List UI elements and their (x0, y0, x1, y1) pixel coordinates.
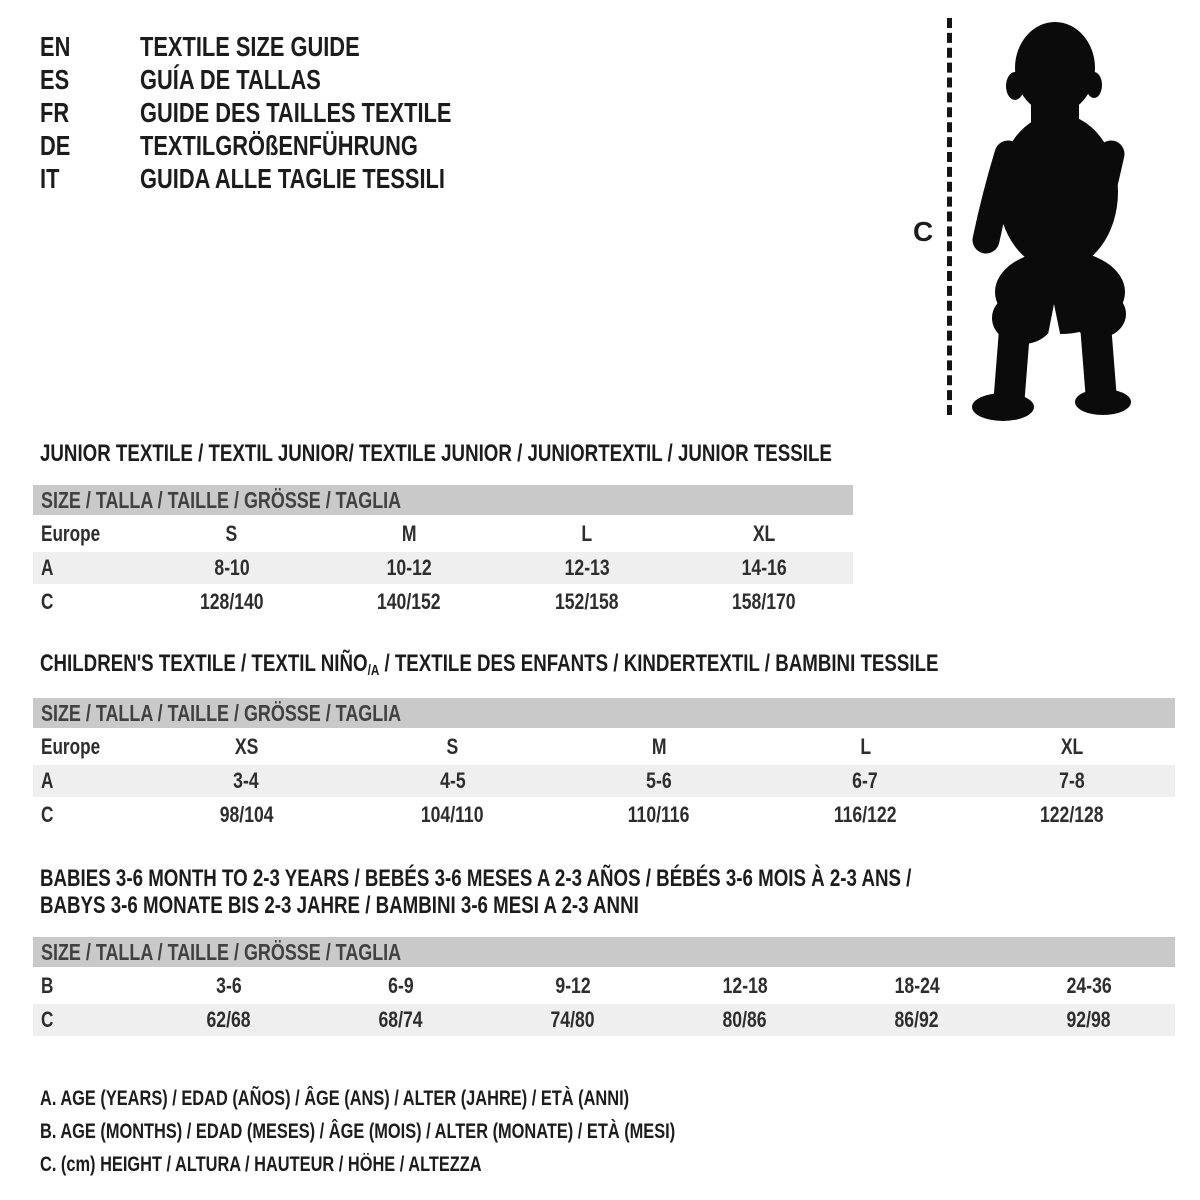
row-label-cell: C (41, 1007, 54, 1032)
row-label-cell: C (41, 589, 54, 614)
size-table-header-bar (33, 937, 1175, 967)
language-code: ES (40, 64, 70, 95)
table-row (33, 765, 1175, 797)
size-table-header-label: SIZE / TALLA / TAILLE / GRÖSSE / TAGLIA (41, 939, 402, 965)
table-row (33, 731, 1175, 763)
value-cell: M (651, 734, 667, 759)
table-row (33, 518, 853, 550)
value-cell: 4-5 (439, 768, 466, 793)
children-size-table (33, 698, 1175, 831)
value-cell: S (225, 521, 238, 546)
language-list (40, 30, 539, 195)
table-row (33, 1004, 1175, 1036)
table-row (33, 552, 853, 584)
value-cell: 116/122 (834, 802, 897, 827)
value-cell: S (446, 734, 459, 759)
value-cell: 98/104 (219, 802, 274, 827)
value-cell: 110/116 (628, 802, 690, 827)
value-cell: XL (1060, 734, 1084, 759)
value-cell: 128/140 (199, 589, 264, 614)
footnote-age-months: B. AGE (MONTHS) / EDAD (MESES) / ÂGE (MOIS) / ALTER (MONATE) / ETÀ (MESI) (40, 1120, 676, 1143)
value-cell: XS (234, 734, 258, 759)
toddler-silhouette-icon (963, 12, 1141, 422)
language-row (40, 96, 539, 129)
language-row (40, 63, 539, 96)
row-label-cell: C (41, 802, 54, 827)
value-cell: M (401, 521, 417, 546)
value-cell: 92/98 (1066, 1007, 1112, 1032)
value-cell: 8-10 (214, 555, 250, 580)
value-cell: 6-7 (852, 768, 879, 793)
size-table-header-bar (33, 698, 1175, 728)
row-label-cell: A (41, 768, 54, 793)
value-cell: 86/92 (894, 1007, 940, 1032)
language-row (40, 162, 539, 195)
language-title: TEXTILGRÖßENFÜHRUNG (140, 130, 418, 161)
value-cell: 9-12 (555, 973, 591, 998)
value-cell: 68/74 (378, 1007, 424, 1032)
value-cell: XL (753, 521, 776, 546)
junior-table-rows (33, 518, 853, 618)
value-cell: 80/86 (722, 1007, 768, 1032)
footnote-age-years: A. AGE (YEARS) / EDAD (AÑOS) / ÂGE (ANS) / ALTER (JAHRE) / ETÀ (ANNI) (40, 1087, 630, 1110)
language-title: GUIDE DES TAILLES TEXTILE (140, 97, 452, 128)
table-row (33, 586, 853, 618)
value-cell: 24-36 (1066, 973, 1112, 998)
value-cell: 3-4 (233, 768, 259, 793)
value-cell: 158/170 (732, 589, 797, 614)
children-title-subscript: /A (367, 662, 380, 679)
value-cell: 10-12 (386, 555, 432, 580)
value-cell: 12-13 (564, 555, 610, 580)
value-cell: 3-6 (216, 973, 242, 998)
babies-size-table (33, 937, 1175, 1036)
junior-section-title: JUNIOR TEXTILE / TEXTIL JUNIOR/ TEXTILE JUNIOR / JUNIORTEXTIL / JUNIOR TESSILE (40, 440, 832, 467)
language-code: DE (40, 130, 71, 161)
language-code: EN (40, 31, 71, 62)
babies-title-line2: BABYS 3-6 MONATE BIS 2-3 JAHRE / BAMBINI 3-6 MESI A 2-3 ANNI (40, 892, 639, 919)
value-cell: 104/110 (421, 802, 484, 827)
babies-table-rows (33, 970, 1175, 1036)
row-label-cell: Europe (41, 521, 101, 546)
value-cell: 7-8 (1059, 768, 1085, 793)
value-cell: 6-9 (388, 973, 414, 998)
footnote-height-cm: C. (cm) HEIGHT / ALTURA / HAUTEUR / HÖHE / ALTEZZA (40, 1153, 482, 1176)
table-row (33, 799, 1175, 831)
children-title-prefix: CHILDREN'S TEXTILE / TEXTIL NIÑO (40, 650, 368, 677)
height-measure-label: C (913, 216, 934, 247)
value-cell: L (581, 521, 593, 546)
value-cell: L (860, 734, 871, 759)
language-row (40, 30, 539, 63)
value-cell: 5-6 (646, 768, 672, 793)
language-title: GUIDA ALLE TAGLIE TESSILI (140, 163, 445, 194)
children-title-suffix: / TEXTILE DES ENFANTS / KINDERTEXTIL / BAMBINI TESSILE (379, 650, 939, 677)
junior-size-table (33, 485, 853, 618)
language-title: GUÍA DE TALLAS (140, 64, 321, 95)
value-cell: 18-24 (894, 973, 940, 998)
language-row (40, 129, 539, 162)
value-cell: 74/80 (550, 1007, 596, 1032)
language-code: FR (40, 97, 70, 128)
value-cell: 62/68 (206, 1007, 252, 1032)
size-table-header-label: SIZE / TALLA / TAILLE / GRÖSSE / TAGLIA (41, 487, 402, 513)
height-measure-dashed-line (947, 18, 952, 415)
value-cell: 152/158 (554, 589, 619, 614)
value-cell: 140/152 (377, 589, 442, 614)
header-section (0, 0, 1200, 430)
children-section-title (40, 650, 945, 680)
children-table-rows (33, 731, 1175, 831)
babies-section-title (40, 865, 945, 919)
language-code: IT (40, 163, 60, 194)
row-label-cell: A (41, 555, 54, 580)
table-row (33, 970, 1175, 1002)
value-cell: 14-16 (741, 555, 787, 580)
row-label-cell: B (41, 973, 54, 998)
footnotes (40, 1082, 1200, 1181)
language-title: TEXTILE SIZE GUIDE (140, 31, 360, 62)
row-label-cell: Europe (41, 734, 101, 759)
value-cell: 122/128 (1039, 802, 1104, 827)
size-table-header-bar (33, 485, 853, 515)
size-table-header-label: SIZE / TALLA / TAILLE / GRÖSSE / TAGLIA (41, 700, 402, 726)
babies-title-line1: BABIES 3-6 MONTH TO 2-3 YEARS / BEBÉS 3-6 MESES A 2-3 AÑOS / BÉBÉS 3-6 MOIS À 2-3 ANS / (40, 865, 912, 892)
value-cell: 12-18 (722, 973, 768, 998)
